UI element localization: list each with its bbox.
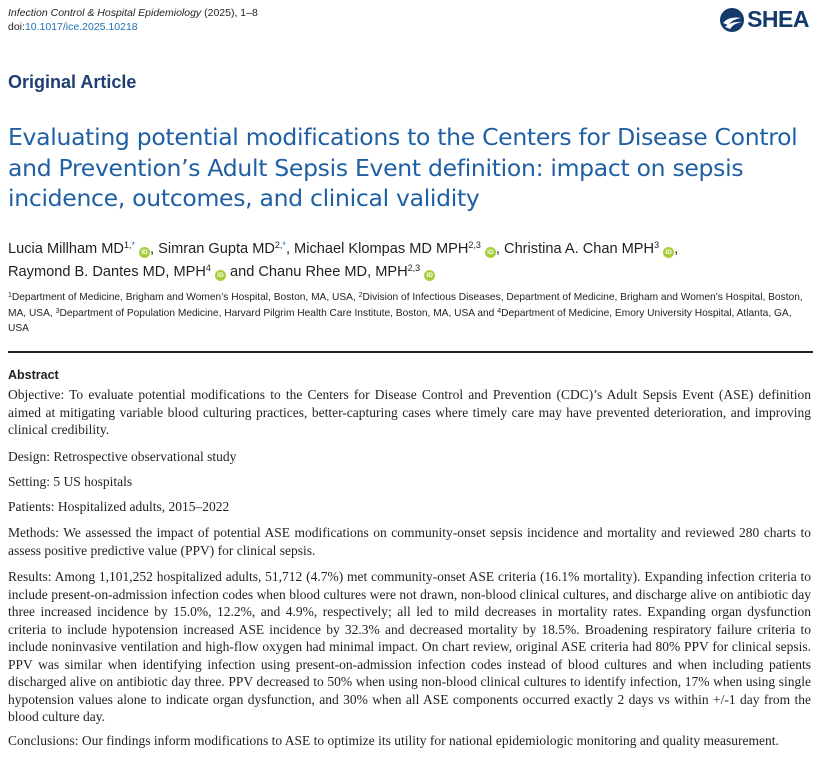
journal-citation (8, 6, 258, 34)
author-name: Raymond B. Dantes MD, MPH (8, 264, 206, 280)
affiliation: Department of Medicine, Emory University Hospital, Atlanta, GA, USA (8, 307, 792, 334)
shea-logo-icon (719, 7, 745, 33)
equal-contribution-star: * (131, 240, 135, 250)
orcid-icon[interactable]: iD (663, 247, 674, 258)
affiliations: $^1$Department of Medicine, Brigham and Women’s Hospital, Boston, MA, USA, $^2$Division of Infectious Diseases, Department of Medicine, Brigham and Women’s Hospital, Boston, MA, USA, $^3$Department of Population Medicine, Harvard Pilgrim Health Care Institute, Boston, MA, USA and $^4$Department of Medicine, Emory University Hospital, Atlanta, GA, USA (8, 292, 803, 334)
author-name: Simran Gupta MD (158, 241, 275, 257)
doi-link[interactable]: 10.1017/ice.2025.10218 (24, 21, 138, 33)
section-divider (8, 351, 813, 353)
abstract-patients: Patients: Hospitalized adults, 2015–2022 (8, 499, 230, 514)
doi-label: doi: (8, 21, 25, 33)
abstract-design: Design: Retrospective observational study (8, 449, 237, 464)
affiliation: Department of Population Medicine, Harvard Pilgrim Health Care Institute, Boston, MA, USA and (59, 307, 498, 319)
author-name: Lucia Millham MD (8, 241, 124, 257)
author-joiner: and (229, 264, 255, 280)
abstract-results: Results: Among 1,101,252 hospitalized adults, 51,712 (4.7%) met community-onset ASE criteria (16.1% mortality). Expanding infection criteria to include present-on-admission infection codes when blood cultures were not drawn, non-blood clinical cultures, and discharge alive on antibiotic day three increased incidence by 15.0%, 12.2%, and 4.9%, respectively; all led to mild decreases in mortality rates. Expanding organ dysfunction criteria to include hypotension increased ASE incidence by 32.3% and decreased mortality by 18.5%. Broadening respiratory failure criteria to include noninvasive ventilation and high-flow oxygen had minimal impact. On chart review, original ASE criteria had 80% PPV for clinical sepsis. PPV was similar when identifying infection using present-on-admission infection codes instead of blood cultures and when including patients discharged alive on antibiotic day three. PPV decreased to 50% when using non-blood clinical cultures to identify infection, 17% when using single hypotension values alone to indicate organ dysfunction, and 30% when all ASE components occurred exactly 2 days vs within +/-1 day from the blood culture day. (8, 569, 811, 724)
orcid-icon[interactable]: iD (424, 270, 435, 281)
author-name: Chanu Rhee MD, MPH (258, 264, 408, 280)
article-type: Original Article (8, 72, 137, 92)
abstract-setting: Setting: 5 US hospitals (8, 474, 133, 489)
affiliation: Division of Infectious Diseases, Department of Medicine, Brigham and Women’s Hospital, Boston, MA, USA, (8, 292, 803, 319)
abstract-conclusions: Conclusions: Our findings inform modifications to ASE to optimize its utility for national epidemiologic monitoring and quality measurement. (8, 733, 779, 748)
abstract-heading: Abstract (8, 368, 59, 382)
journal-name: Infection Control & Hospital Epidemiology (8, 7, 202, 19)
shea-logo (719, 6, 809, 33)
abstract-methods: Methods: We assessed the impact of potential ASE modifications on community-onset sepsis incidence and mortality and reviewed 280 charts to assess positive predictive value (PPV) for clinical sepsis. (8, 525, 811, 558)
equal-contribution-star: * (282, 240, 286, 250)
orcid-icon[interactable]: iD (215, 270, 226, 281)
orcid-icon[interactable]: iD (485, 247, 496, 258)
shea-logo-text: SHEA (747, 6, 809, 32)
author-name: Christina A. Chan MPH (504, 241, 655, 257)
affiliation: Department of Medicine, Brigham and Women’s Hospital, Boston, MA, USA, (11, 292, 359, 303)
article-title: Evaluating potential modifications to the Centers for Disease Control and Prevention’s Adult Sepsis Event definition: impact on sepsis incidence, outcomes, and clinical validity (8, 123, 798, 212)
author-list: Lucia Millham $MD^{1,*}iD$ , Simran Gupta $MD^{2,*}$, Michael Klompas MD MPH$^{2,3}$iD , Christina A. Chan MPH$^3$iD , Raymond B. Dantes MD, MPH$^4$iD and Chanu Rhee MD, MPH$^{2,3}$iD (8, 240, 679, 280)
journal-year-pages: (2025), 1–8 (201, 7, 258, 19)
orcid-icon[interactable]: iD (139, 247, 150, 258)
author-name: Michael Klompas MD MPH (294, 241, 469, 257)
abstract-objective: Objective: To evaluate potential modifications to the Centers for Disease Control and Prevention (CDC)’s Adult Sepsis Event (ASE) definition aimed at mitigating variable blood culturing practices, better-capturing cases where timely care may have prevented deterioration, and improving clinical credibility. (8, 387, 811, 437)
